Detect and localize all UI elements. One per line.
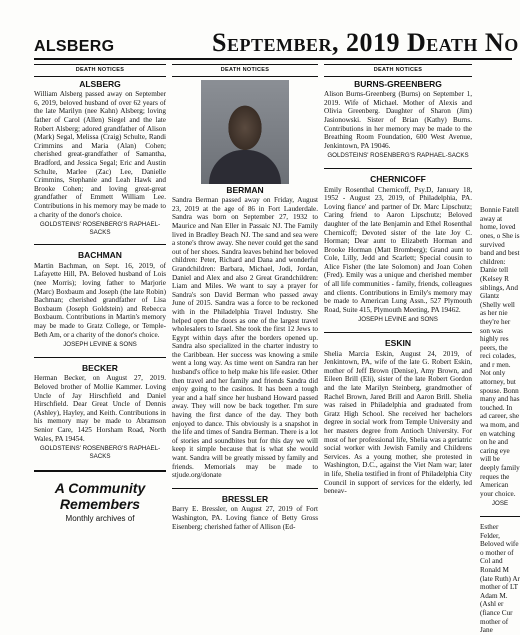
section-label: DEATH NOTICES bbox=[172, 64, 318, 77]
divider bbox=[324, 332, 472, 333]
notice-name-becker: BECKER bbox=[82, 362, 118, 373]
divider bbox=[34, 470, 166, 472]
section-label: DEATH NOTICES bbox=[34, 64, 166, 77]
column-3 bbox=[324, 64, 472, 512]
divider bbox=[172, 488, 318, 489]
notice-text-burns-greenberg: Alison Burns-Greenberg (Burns) on September 1, 2019. Wife of Michael. Mother of Alexis and Olivia Greenberg. Daughter of Sharon (Jim) Jasionowski. Sister of Brian (Kathy) Burns. Contributions in her memory may be made to the Breathing Room Foundation, 600 West Avenue, Jenkintown, PA 19046. bbox=[324, 90, 472, 150]
portrait-photo bbox=[201, 80, 289, 184]
column-4 bbox=[480, 64, 520, 635]
notice-text-bressler: Barry E. Bressler, on August 27, 2019 of Fort Washington, PA. Loving fiance of Betty Gross Eisenberg; cherished father of Allison (Ed- bbox=[172, 505, 318, 531]
funeral-home: JOSE bbox=[491, 500, 509, 508]
notice-text-fatell: Bonnie Fatell away at home, loved ones, o She is survived band and best children: Danie tell (Kelsey R siblings, And Glantz (Shelly well as her nie they're her son was highly res peers, the reci colades, and r men. Not only attorney, but spouse. Bonn many and has touched. In ad career, she wa mom, and en watching on he and caring eye will be deeply family reques the American your choice. bbox=[480, 206, 520, 498]
column-2 bbox=[172, 64, 318, 531]
notice-name-berman: BERMAN bbox=[226, 184, 264, 195]
notice-text-becker: Herman Becker, on August 27, 2019. Beloved brother of Mollie Kammer. Loving Uncle of Jay Hirschfield and Daniel Hirschfield. Dear Great Uncle of Dennis (Ashley), Hayley, and Keith. Contributions in his memory may be made to Abramson Senior Care, 1425 Horsham Road, North Wales, PA 19454. bbox=[34, 374, 166, 443]
notice-text-chernicoff: Emily Rosenthal Chernicoff, Psy.D, January 18, 1952 - August 23, 2019, of Philadelphia, PA. Loving fiance' and partner of Dr. Marc Lipschutz; Caring friend to Aaron Lipschutz; Beloved daughter of the late Benjamin and Ethel Rosenthal Chernicoff; Devoted sister of the late Joy C. Horman; Dear aunt to Elizabeth Horman and Brooke Horman (Matt Bromberg); Grand aunt to Cole, Lilly, Jedd and Scarlett; Special cousin to Alice Fisher (the late Solomon) and Joan Cohen (Fred). Emily was a unique and cherished member of all life communities - family, friends, colleagues and clients. Contributions in Emily's memory may be made to American Lung Assn., 527 Plymouth Road, Suite 415, Plymouth Meeting, PA 19462. bbox=[324, 185, 472, 314]
column-1 bbox=[34, 64, 166, 524]
notice-name-chernicoff: CHERNICOFF bbox=[370, 173, 426, 184]
notice-text-felder: Esther Felder, Beloved wife o mother of Col and Ronald M (late Ruth) Ar mother of LT Adam M. (Ashl er (fiance Cur mother of Jane bbox=[480, 522, 520, 635]
ad-subtitle: Monthly archives of bbox=[65, 514, 135, 524]
divider bbox=[34, 357, 166, 358]
funeral-home: JOSEPH LEVINE and SONS bbox=[358, 316, 438, 324]
header-rule bbox=[34, 58, 512, 60]
notice-name-bressler: BRESSLER bbox=[221, 493, 269, 504]
notice-text-alsberg: William Alsberg passed away on September 6, 2019, beloved husband of over 62 years of the late Marilyn (nee Kahn) Alsberg; loving father of Carol (Allen) Siegel and the late Robert Alsberg; adored grandfather of Alison (Mark) Segal, Melissa (Craig) Schulte, Randi Crimmins and Maria (Alan) Cohen; cherished great-grandfather of Samantha, Bradford, and Jessica Segal; Eric and Austin Schulte, Marlee (Zac) Lee, Danielle Crimmins, Stephanie and Leah Hawk and Brooke Cohen; and loving great-great grandfather of Emmett William Lee. Contributions in his memory may be made to a charity of the donor's choice. bbox=[34, 90, 166, 219]
notice-text-eskin: Shelia Marcia Eskin, August 24, 2019, of Jenkintown, PA, wife of the late G. Robert Eskin, mother of Jeff Brown (Denise), Amy Brown, and Eileen Brill (Eli), sister of the late Robert Gordon and the late Marilyn Steinberg, grandmother of Rachel Brown, Jared Brill and Aaron Brill. Shelia was raised in Philadelphia and graduated from Gratz High School. She received her bachelors degree in social work from Temple University and her masters degree from Antioch University. For most of her professional life, Shelia was a geriatric social worker with Jewish Family and Childrens Services. As a young mother, she protested in Washington, D.C., against the Viet Nam war; later in life, Shelia testified in front of Philadelphia City Council in support of services for the elderly, led beneav- bbox=[324, 349, 472, 496]
notice-name-alsberg: ALSBERG bbox=[79, 78, 121, 89]
page-title: September, 2019 Death No bbox=[212, 28, 519, 57]
funeral-home: GOLDSTEINS' ROSENBERG'S RAPHAEL-SACKS bbox=[39, 445, 161, 460]
notice-name-burns-greenberg: BURNS-GREENBERG bbox=[354, 78, 442, 89]
divider bbox=[34, 244, 166, 245]
divider bbox=[480, 516, 520, 517]
funeral-home: GOLDSTEINS' ROSENBERG'S RAPHAEL-SACKS bbox=[39, 221, 161, 236]
section-label: DEATH NOTICES bbox=[324, 64, 472, 77]
notice-text-berman: Sandra Berman passed away on Friday, August 23, 2019 at the age of 86 in Fort Lauderdale. Sandra was born on September 27, 1932 to Maurice and Nan Eller in Passaic NJ. The Family lived in Bradley Beach NJ. The sand and sea were a stone's throw away. She never could get the sand out of her shoes. Sandra leaves behind her beloved children: Peter, Richard and Dana and wonderful Grandchildren: Barbara, Michael, Jodi, Jordan, Daniel and Alex and also 2 Great Grandchildren: Liam and Miles. We want to say a prayer for Sandra's son David Berman who passed away June of 2015. Sandra was a force to be reckoned with in the Philadelphia Travel Industry. She helped open the doors as one of the largest travel wholesalers to Israel. She took the first 12 Jews to Egypt within days after the borders opened up. Sandra also specialized in the charter industry to the Caribbean. Her success was knowing a smile went a long way. As time went on Sandra ran her husband's office to help make his life easier. Other then travel and her family and friends Sandra did enjoy going to the casinos. It has been a tough year and a half since her husband Howard passed away. They will now be back together. I'm sure having the first dance of the day. They both enjoyed to dance. This obviously is a snapshot in the life and times of Sandra Berman. There is a lot of stories and soundbites but for this day we will keep it simple because that is what she would want. Sandra will be greatly missed by family and friends. Memorials may be made to stjude.org/donate bbox=[172, 196, 318, 480]
divider bbox=[324, 168, 472, 169]
funeral-home: GOLDSTEINS' ROSENBERG'S RAPHAEL-SACKS bbox=[327, 152, 469, 160]
notice-name-eskin: ESKIN bbox=[385, 338, 411, 349]
section-header: ALSBERG bbox=[34, 38, 115, 55]
notice-name-bachman: BACHMAN bbox=[78, 250, 122, 261]
ad-title: A Community Remembers bbox=[54, 480, 146, 513]
notice-text-bachman: Martin Bachman, on Sept. 16, 2019, of Lafayette Hill, PA. Beloved husband of Lois (nee Morris); loving father to Marjorie (Marc) Boxbaum and Joseph (the late Robin) Bachman; cherished grandfather of Lisa Boxbaum (Joseph Goldstein) and Rebecca Boxbaum. Contributions in Martin's memory may be made to Gratz College, or Temple-Beth Am, or a charity of the donor's choice. bbox=[34, 261, 166, 339]
funeral-home: JOSEPH LEVINE & SONS bbox=[63, 341, 137, 349]
